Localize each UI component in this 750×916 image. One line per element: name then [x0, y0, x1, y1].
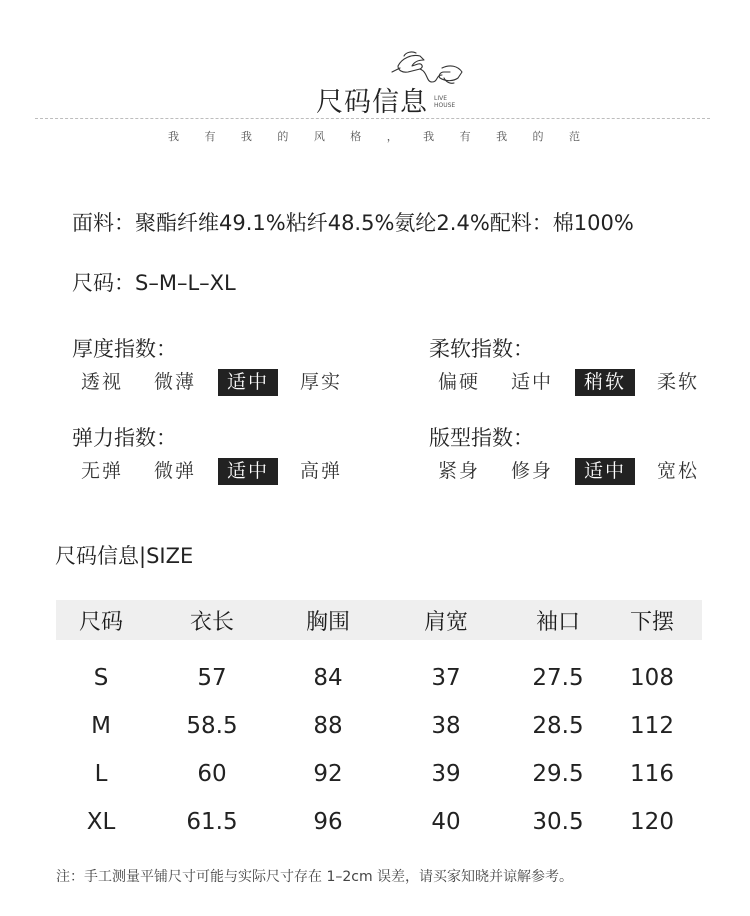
slogan-char: ，	[386, 130, 398, 143]
fit-option-selected: 适中	[575, 458, 635, 485]
slogan-char: 的	[277, 130, 289, 143]
table-cell: XL	[86, 809, 116, 835]
table-header-cell: 尺码	[78, 609, 123, 635]
table-cell: 30.5	[532, 809, 584, 835]
thickness-index-title: 厚度指数：	[72, 337, 177, 361]
size-section-title: 尺码信息|SIZE	[55, 544, 194, 568]
fit-index	[429, 422, 721, 485]
fabric-info: 面料：聚酯纤维49.1%粘纤48.5%氨纶2.4%配料：棉100%	[72, 211, 634, 235]
elasticity-index	[72, 422, 364, 485]
elasticity-option: 无弹	[81, 460, 124, 482]
table-cell: 60	[197, 761, 227, 787]
table-cell: 84	[313, 665, 343, 691]
table-cell: 88	[313, 713, 343, 739]
table-cell: 27.5	[532, 665, 584, 691]
slogan-char: 的	[532, 130, 544, 143]
header-divider	[35, 118, 710, 119]
table-header-cell: 袖口	[535, 609, 580, 635]
table-cell: 37	[431, 665, 461, 691]
table-row	[56, 654, 702, 702]
elasticity-option: 微弹	[154, 460, 197, 482]
table-cell: 58.5	[186, 713, 238, 739]
measurement-note: 注：手工测量平铺尺寸可能与实际尺寸存在 1–2cm 误差，请买家知晓并谅解参考。	[56, 869, 574, 885]
table-cell: 96	[313, 809, 343, 835]
thickness-option: 透视	[81, 371, 124, 393]
softness-options	[429, 369, 721, 396]
table-cell: M	[91, 713, 111, 739]
table-cell: 61.5	[186, 809, 238, 835]
slogan-char: 我	[240, 130, 252, 143]
softness-index	[429, 333, 721, 396]
table-header-cell: 衣长	[189, 609, 234, 635]
elasticity-options	[72, 458, 364, 485]
slogan-char: 我	[496, 130, 508, 143]
page-title: 尺码信息	[316, 87, 428, 118]
table-cell: 39	[431, 761, 461, 787]
elasticity-option: 高弹	[300, 460, 343, 482]
table-header-cell: 肩宽	[423, 609, 468, 635]
slogan-char: 风	[313, 130, 325, 143]
thickness-options	[72, 369, 364, 396]
fit-index-title: 版型指数：	[429, 426, 534, 450]
slogan-char: 我	[168, 130, 179, 143]
table-body	[56, 654, 702, 846]
softness-option: 适中	[511, 371, 554, 393]
table-cell: 116	[630, 761, 674, 787]
thickness-option: 微薄	[154, 371, 197, 393]
thickness-option: 厚实	[300, 371, 343, 393]
fit-options	[429, 458, 721, 485]
table-cell: 57	[197, 665, 227, 691]
logo-text-live: LIVE	[434, 95, 448, 102]
table-row	[56, 750, 702, 798]
table-cell: L	[94, 761, 108, 787]
table-cell: 120	[630, 809, 674, 835]
table-cell: 92	[313, 761, 343, 787]
table-row	[56, 702, 702, 750]
table-header-row	[56, 600, 702, 640]
logo-text-house: HOUSE	[434, 102, 456, 109]
fit-option: 宽松	[657, 460, 700, 482]
elasticity-option-selected: 适中	[218, 458, 278, 485]
slogan-char: 格	[350, 130, 362, 143]
table-cell: 29.5	[532, 761, 584, 787]
softness-option-selected: 稍软	[575, 369, 635, 396]
table-cell: 108	[630, 665, 674, 691]
table-row	[56, 798, 702, 846]
table-cell: 28.5	[532, 713, 584, 739]
softness-option: 偏硬	[438, 371, 481, 393]
slogan-char: 有	[204, 130, 216, 143]
slogan	[168, 128, 580, 144]
table-cell: 40	[431, 809, 461, 835]
elasticity-index-title: 弹力指数：	[72, 426, 177, 450]
slogan-char: 范	[568, 130, 580, 143]
softness-option: 柔软	[657, 371, 700, 393]
hands-logo-icon	[384, 48, 466, 112]
fit-option: 紧身	[438, 460, 481, 482]
size-range: 尺码：S–M–L–XL	[72, 271, 236, 295]
slogan-char: 我	[423, 130, 435, 143]
table-cell: 38	[431, 713, 461, 739]
slogan-char: 有	[459, 130, 471, 143]
table-cell: 112	[630, 713, 674, 739]
thickness-index	[72, 333, 364, 396]
thickness-option-selected: 适中	[218, 369, 278, 396]
fit-option: 修身	[511, 460, 554, 482]
table-header-cell: 下摆	[629, 609, 674, 635]
softness-index-title: 柔软指数：	[429, 337, 534, 361]
table-header-cell: 胸围	[305, 609, 350, 635]
size-table	[56, 600, 702, 846]
table-cell: S	[93, 665, 109, 691]
